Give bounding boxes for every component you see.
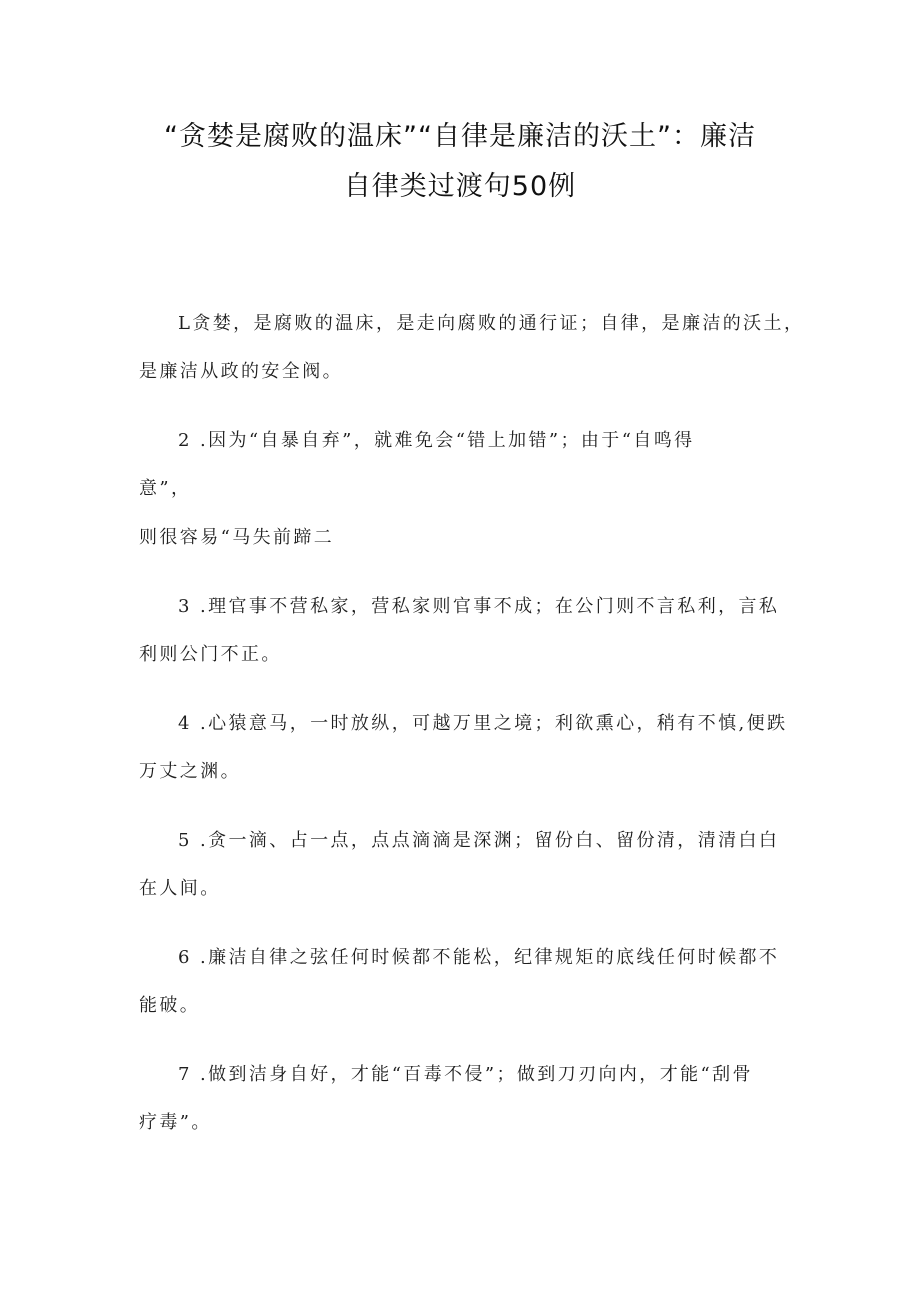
item-7-line-1: 7 .做到洁身自好，才能“百毒不侵”；做到刀刃向内，才能“刮骨	[178, 1064, 753, 1085]
item-6-line-1: 6 .廉洁自律之弦任何时候都不能松，纪律规矩的底线任何时候都不	[178, 947, 780, 968]
document-title-line-2: 自律类过渡句50例	[343, 171, 577, 202]
document-title-line-1: “贪婪是腐败的温床”“自律是廉洁的沃土”：廉洁	[164, 121, 756, 152]
item-3-line-2: 利则公门不正。	[139, 644, 282, 665]
item-1-line-2: 是廉洁从政的安全阀。	[139, 361, 343, 382]
item-5-line-2: 在人间。	[139, 878, 221, 899]
item-6-line-2: 能破。	[139, 995, 201, 1016]
item-3-line-1: 3 .理官事不营私家，营私家则官事不成；在公门则不言私利，言私	[178, 596, 780, 617]
item-7-line-2: 疗毒”。	[139, 1112, 212, 1133]
item-4-line-1: 4 .心猿意马，一时放纵，可越万里之境；利欲熏心，稍有不慎,便跌	[178, 713, 788, 734]
item-2-line-3: 则很容易“马失前蹄二	[139, 527, 335, 548]
item-1-line-1: L贪婪，是腐败的温床，是走向腐败的通行证；自律，是廉洁的沃土，	[178, 313, 805, 334]
item-5-line-1: 5 .贪一滴、占一点，点点滴滴是深渊；留份白、留份清，清清白白	[178, 830, 780, 851]
item-2-line-1: 2 .因为“自暴自弃”，就难免会“错上加错”；由于“自鸣得	[178, 430, 695, 451]
item-4-line-2: 万丈之渊。	[139, 761, 241, 782]
item-2-line-2: 意”，	[139, 478, 192, 499]
